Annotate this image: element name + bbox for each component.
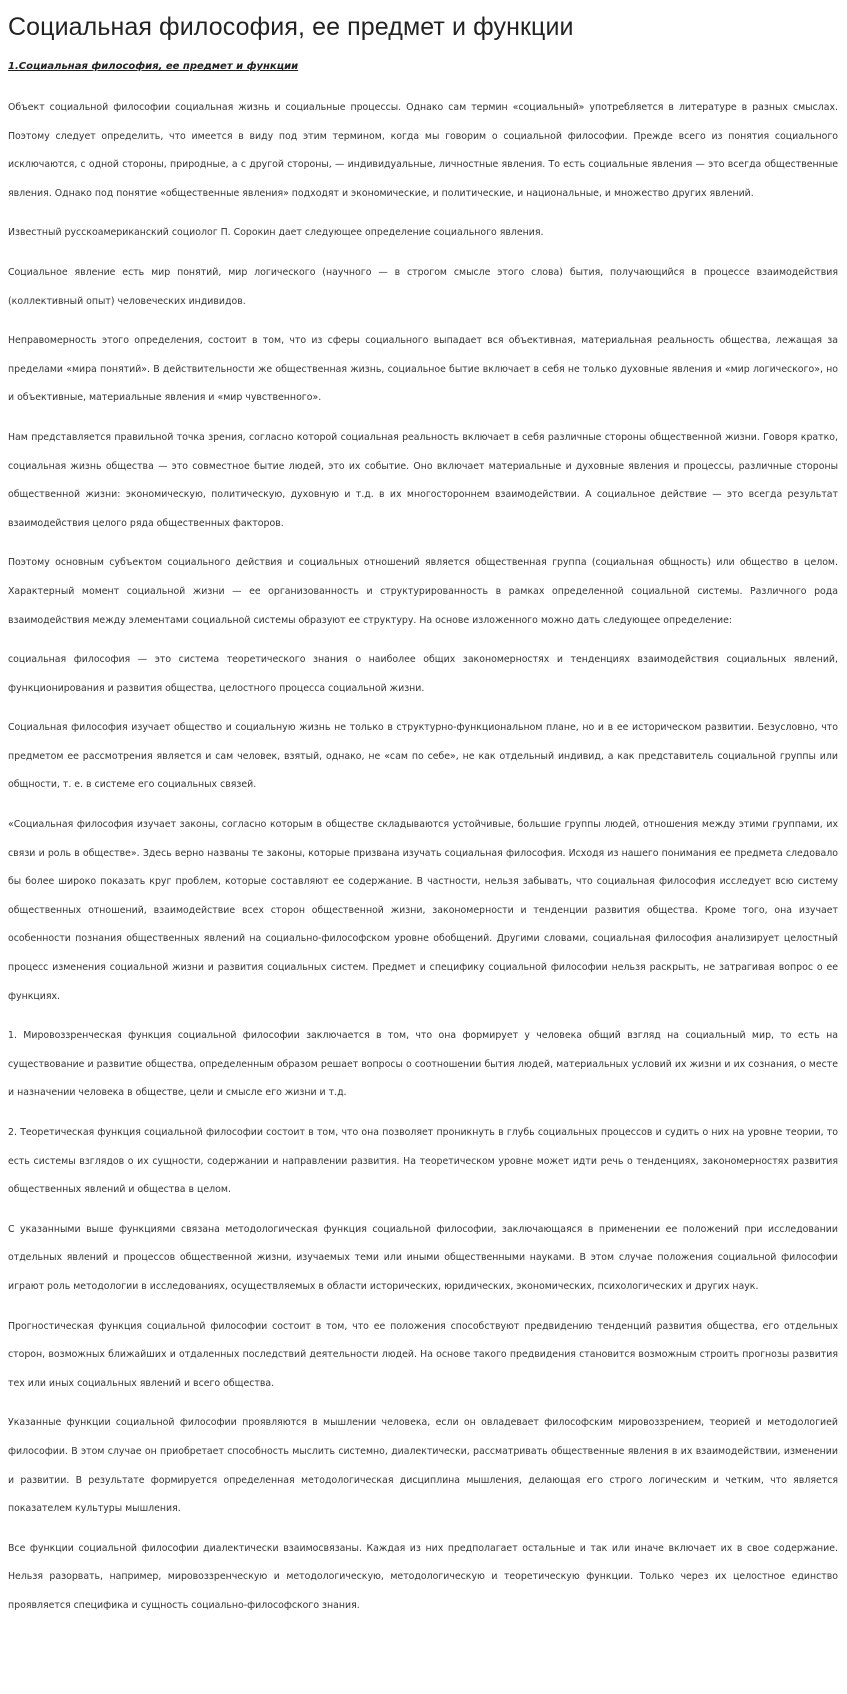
paragraph-14: Указанные функции социальной философии проявляются в мышлении человека, если он овладевает философским мировоззрением, теорией и методологией философии. В этом случае он приобретает способность мыслить системно, диалектически, рассматривать общественные явления в их взаимодействии, изменении и развитии. В результате формируется определенная методологическая дисциплина мышления, делающая его строго логическим и четким, что является показателем культуры мышления.: [8, 1417, 838, 1515]
paragraph-1: Объект социальной философии социальная жизнь и социальные процессы. Однако сам термин «социальный» употребляется в литературе в разных смыслах. Поэтому следует определить, что имеется в виду под этим термином, когда мы говорим о социальной философии. Прежде всего из понятия социального исключаются, с одной стороны, природные, а с другой стороны, — индивидуальные, личностные явления. То есть социальные явления — это всегда общественные явления. Однако под понятие «общественные явления» подходят и экономические, и политические, и национальные, и множество других явлений.: [8, 102, 838, 199]
paragraph-12: С указанными выше функциями связана методологическая функция социальной философии, заключающаяся в применении ее положений при исследовании отдельных явлений и процессов общественной жизни, изучаемых теми или иными общественными науками. В этом случае положения социальной философии играют роль методологии в исследованиях, осуществляемых в области исторических, юридических, экономических, психологических и других наук.: [8, 1223, 838, 1292]
paragraph-7: социальная философия — это система теоретического знания о наиболее общих закономерностях и тенденциях взаимодействия социальных явлений, функционирования и развития общества, целостного процесса социальной жизни.: [8, 654, 838, 694]
article-body: [8, 94, 838, 1621]
paragraph-11: 2. Теоретическая функция социальной философии состоит в том, что она позволяет проникнуть в глубь социальных процессов и судить о них на уровне теории, то есть системы взглядов о их сущности, содержании и направлении развития. На теоретическом уровне может идти речь о тенденциях, закономерностях развития общественных явлений и общества в целом.: [8, 1127, 838, 1196]
paragraph-4: Неправомерность этого определения, состоит в том, что из сферы социального выпадает вся объективная, материальная реальность общества, лежащая за пределами «мира понятий». В действительности же общественная жизнь, социальное бытие включает в себя не только духовные явления и «мир логического», но и объективные, материальные явления и «мир чувственного».: [8, 335, 838, 404]
paragraph-8: Социальная философия изучает общество и социальную жизнь не только в структурно-функциональном плане, но и в ее историческом развитии. Безусловно, что предметом ее рассмотрения является и сам человек, взятый, однако, не «сам по себе», не как отдельный индивид, а как представитель социальной группы или общности, т. е. в системе его социальных связей.: [8, 722, 838, 791]
page-title: Социальная философия, ее предмет и функции: [8, 13, 574, 41]
paragraph-6: Поэтому основным субъектом социального действия и социальных отношений является общественная группа (социальная общность) или общество в целом. Характерный момент социальной жизни — ее организованность и структурированность в рамках определенной социальной системы. Различного рода взаимодействия между элементами социальной системы образуют ее структуру. На основе изложенного можно дать следующее определение:: [8, 557, 838, 626]
paragraph-5: Нам представляется правильной точка зрения, согласно которой социальная реальность включает в себя различные стороны общественной жизни. Говоря кратко, социальная жизнь общества — это совместное бытие людей, это их событие. Оно включает материальные и духовные явления и процессы, различные стороны общественной жизни: экономическую, политическую, духовную и т.д. в их многостороннем взаимодействии. А социальное действие — это всегда результат взаимодействия целого ряда общественных факторов.: [8, 431, 838, 529]
section-heading: 1.Социальная философия, ее предмет и функции: [8, 61, 299, 72]
paragraph-9: «Социальная философия изучает законы, согласно которым в обществе складываются устойчивые, большие группы людей, отношения между этими группами, их связи и роль в обществе». Здесь верно названы те законы, которые призвана изучать социальная философия. Исходя из нашего понимания ее предмета следовало бы более широко показать круг проблем, которые составляют ее содержание. В частности, нельзя забывать, что социальная философия исследует всю систему общественных отношений, взаимодействие всех сторон общественной жизни, закономерности и тенденции развития общества. Кроме того, она изучает особенности познания общественных явлений на социально-философском уровне обобщений. Другими словами, социальная философия анализирует целостный процесс изменения социальной жизни и развития социальных систем. Предмет и специфику социальной философии нельзя раскрыть, не затрагивая вопрос о ее функциях.: [8, 819, 838, 1002]
paragraph-13: Прогностическая функция социальной философии состоит в том, что ее положения способствуют предвидению тенденций развития общества, его отдельных сторон, возможных ближайших и отдаленных последствий деятельности людей. На основе такого предвидения становится возможным строить прогнозы развития тех или иных социальных явлений и всего общества.: [8, 1320, 838, 1389]
paragraph-10: 1. Мировоззренческая функция социальной философии заключается в том, что она формирует у человека общий взгляд на социальный мир, то есть на существование и развитие общества, определенным образом решает вопросы о соотношении бытия людей, материальных условий их жизни и их сознания, о месте и назначении человека в обществе, цели и смысле его жизни и т.д.: [8, 1030, 838, 1099]
paragraph-3: Социальное явление есть мир понятий, мир логического (научного — в строгом смысле этого слова) бытия, получающийся в процессе взаимодействия (коллективный опыт) человеческих индивидов.: [8, 266, 838, 307]
paragraph-2: Известный русскоамериканский социолог П. Сорокин дает следующее определение социального явления.: [8, 227, 544, 239]
paragraph-15: Все функции социальной философии диалектически взаимосвязаны. Каждая из них предполагает остальные и так или иначе включает их в свое содержание. Нельзя разорвать, например, мировоззренческую и методологическую, методологическую и теоретическую функции. Только через их целостное единство проявляется специфика и сущность социально-философского знания.: [8, 1542, 838, 1611]
